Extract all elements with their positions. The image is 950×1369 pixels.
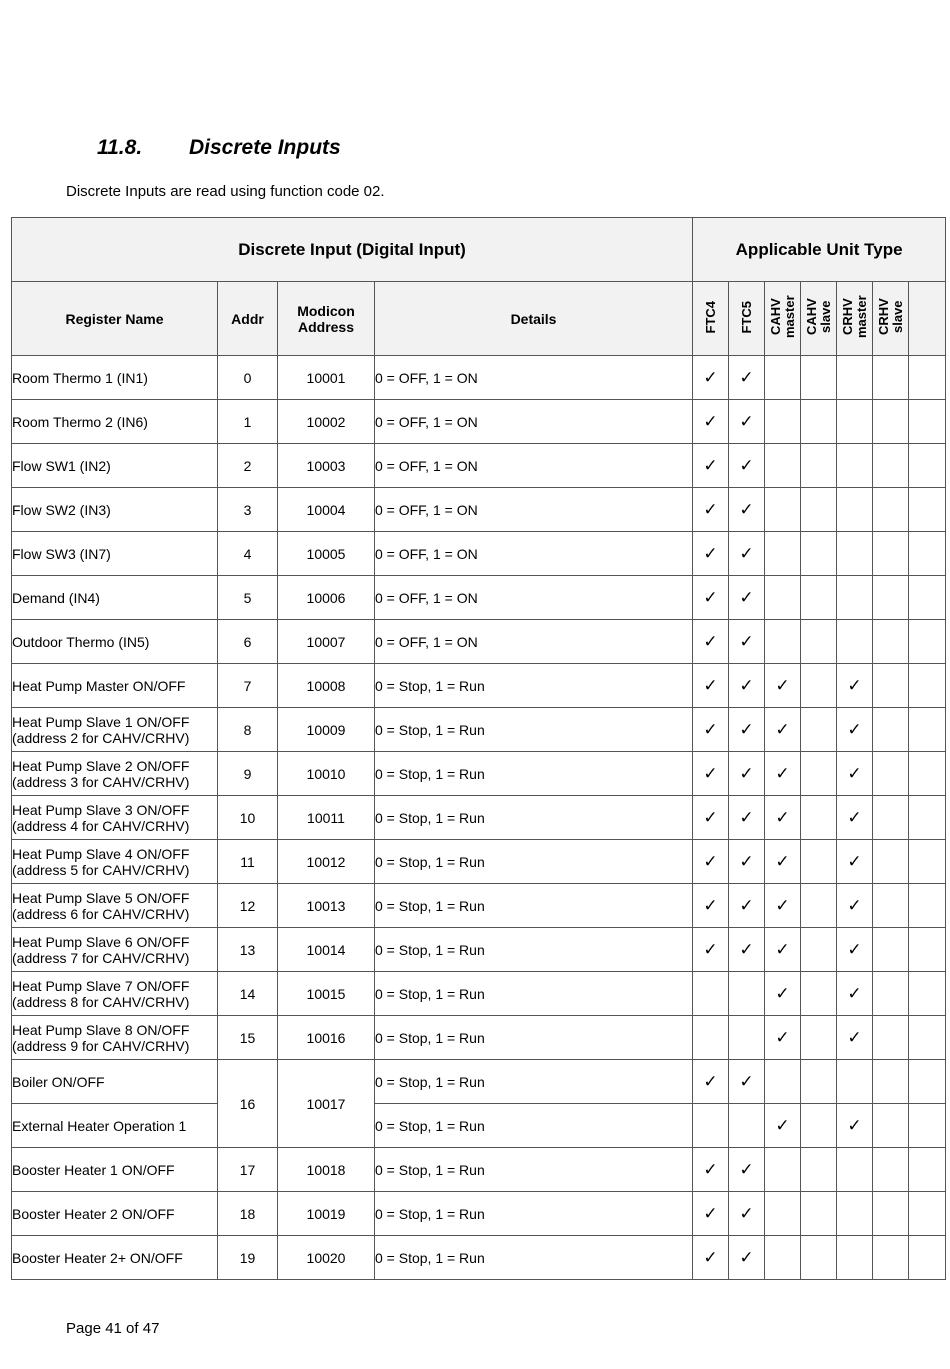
check-mark-icon: ✓: [693, 664, 729, 708]
empty-check-cell: [801, 576, 837, 620]
empty-check-cell: [693, 1104, 729, 1148]
check-mark-icon: ✓: [765, 972, 801, 1016]
group-header-unit-type: Applicable Unit Type: [693, 218, 946, 282]
check-mark-icon: ✓: [693, 356, 729, 400]
col-header-cahv-slave: CAHV slave: [801, 282, 837, 356]
check-mark-icon: ✓: [693, 928, 729, 972]
modicon-address-cell: 10013: [278, 884, 375, 928]
empty-check-cell: [765, 400, 801, 444]
addr-cell: 17: [218, 1148, 278, 1192]
empty-check-cell: [801, 1016, 837, 1060]
empty-check-cell: [801, 1060, 837, 1104]
check-mark-icon: ✓: [837, 928, 873, 972]
empty-check-cell: [837, 620, 873, 664]
table-row: [12, 532, 946, 576]
empty-check-cell: [801, 1148, 837, 1192]
intro-text: Discrete Inputs are read using function code 02.: [66, 183, 385, 200]
empty-check-cell: [873, 840, 909, 884]
empty-check-cell: [909, 576, 946, 620]
details-cell: 0 = OFF, 1 = ON: [375, 400, 693, 444]
col-header-register-name: Register Name: [12, 282, 218, 356]
check-mark-icon: ✓: [765, 1104, 801, 1148]
check-mark-icon: ✓: [693, 400, 729, 444]
addr-cell: 5: [218, 576, 278, 620]
addr-cell: 4: [218, 532, 278, 576]
empty-check-cell: [873, 620, 909, 664]
check-mark-icon: ✓: [765, 796, 801, 840]
empty-check-cell: [801, 400, 837, 444]
page-number: Page 41 of 47: [66, 1320, 160, 1337]
check-mark-icon: ✓: [693, 576, 729, 620]
check-mark-icon: ✓: [729, 1192, 765, 1236]
modicon-address-cell: 10002: [278, 400, 375, 444]
details-cell: 0 = Stop, 1 = Run: [375, 1148, 693, 1192]
table-row: [12, 576, 946, 620]
empty-check-cell: [801, 796, 837, 840]
check-mark-icon: ✓: [765, 928, 801, 972]
register-name-cell: Demand (IN4): [12, 576, 218, 620]
section-number: 11.8.: [97, 136, 143, 159]
modicon-address-cell: 10016: [278, 1016, 375, 1060]
empty-check-cell: [765, 488, 801, 532]
modicon-address-cell: 10019: [278, 1192, 375, 1236]
modicon-address-cell: 10006: [278, 576, 375, 620]
check-mark-icon: ✓: [765, 664, 801, 708]
check-mark-icon: ✓: [729, 664, 765, 708]
modicon-address-cell: 10007: [278, 620, 375, 664]
empty-check-cell: [873, 400, 909, 444]
addr-cell: 19: [218, 1236, 278, 1280]
details-cell: 0 = Stop, 1 = Run: [375, 972, 693, 1016]
addr-cell: 15: [218, 1016, 278, 1060]
check-mark-icon: ✓: [693, 708, 729, 752]
empty-check-cell: [873, 1060, 909, 1104]
addr-cell: 2: [218, 444, 278, 488]
details-cell: 0 = Stop, 1 = Run: [375, 664, 693, 708]
details-cell: 0 = Stop, 1 = Run: [375, 708, 693, 752]
check-mark-icon: ✓: [729, 1148, 765, 1192]
empty-check-cell: [909, 488, 946, 532]
check-mark-icon: ✓: [837, 1016, 873, 1060]
details-cell: 0 = OFF, 1 = ON: [375, 620, 693, 664]
col-header-crhv-master: CRHV master: [837, 282, 873, 356]
empty-check-cell: [873, 796, 909, 840]
empty-check-cell: [873, 884, 909, 928]
register-name-cell: Booster Heater 2 ON/OFF: [12, 1192, 218, 1236]
table-row: [12, 928, 946, 972]
check-mark-icon: ✓: [693, 488, 729, 532]
check-mark-icon: ✓: [693, 752, 729, 796]
empty-check-cell: [729, 972, 765, 1016]
col-header-addr: Addr: [218, 282, 278, 356]
register-name-cell: Boiler ON/OFF: [12, 1060, 218, 1104]
table-row: [12, 1016, 946, 1060]
addr-cell: 6: [218, 620, 278, 664]
check-mark-icon: ✓: [693, 444, 729, 488]
check-mark-icon: ✓: [729, 1236, 765, 1280]
check-mark-icon: ✓: [729, 620, 765, 664]
modicon-address-cell: 10005: [278, 532, 375, 576]
register-name-cell: Room Thermo 1 (IN1): [12, 356, 218, 400]
modicon-address-cell: 10017: [278, 1060, 375, 1148]
empty-check-cell: [837, 488, 873, 532]
empty-check-cell: [909, 796, 946, 840]
details-cell: 0 = Stop, 1 = Run: [375, 884, 693, 928]
col-header-ftc5: FTC5: [729, 282, 765, 356]
check-mark-icon: ✓: [837, 972, 873, 1016]
col-header-details: Details: [375, 282, 693, 356]
empty-check-cell: [765, 444, 801, 488]
check-mark-icon: ✓: [837, 796, 873, 840]
empty-check-cell: [873, 532, 909, 576]
empty-check-cell: [909, 620, 946, 664]
modicon-address-cell: 10008: [278, 664, 375, 708]
register-name-cell: External Heater Operation 1: [12, 1104, 218, 1148]
check-mark-icon: ✓: [693, 884, 729, 928]
check-mark-icon: ✓: [729, 532, 765, 576]
table-row: [12, 400, 946, 444]
details-cell: 0 = Stop, 1 = Run: [375, 840, 693, 884]
table-row: [12, 796, 946, 840]
empty-check-cell: [873, 356, 909, 400]
empty-check-cell: [801, 708, 837, 752]
table-row: [12, 752, 946, 796]
empty-check-cell: [765, 1236, 801, 1280]
details-cell: 0 = OFF, 1 = ON: [375, 356, 693, 400]
register-name-cell: Flow SW1 (IN2): [12, 444, 218, 488]
check-mark-icon: ✓: [729, 928, 765, 972]
register-name-cell: Room Thermo 2 (IN6): [12, 400, 218, 444]
check-mark-icon: ✓: [729, 488, 765, 532]
addr-cell: 9: [218, 752, 278, 796]
check-mark-icon: ✓: [729, 796, 765, 840]
empty-check-cell: [837, 444, 873, 488]
section-title: Discrete Inputs: [189, 136, 341, 159]
check-mark-icon: ✓: [693, 620, 729, 664]
empty-check-cell: [693, 972, 729, 1016]
details-cell: 0 = Stop, 1 = Run: [375, 1104, 693, 1148]
empty-check-cell: [837, 1192, 873, 1236]
modicon-address-cell: 10012: [278, 840, 375, 884]
addr-cell: 0: [218, 356, 278, 400]
empty-check-cell: [909, 708, 946, 752]
check-mark-icon: ✓: [765, 1016, 801, 1060]
table-row: [12, 708, 946, 752]
empty-check-cell: [909, 972, 946, 1016]
empty-check-cell: [909, 884, 946, 928]
empty-check-cell: [909, 752, 946, 796]
empty-check-cell: [801, 840, 837, 884]
empty-check-cell: [909, 1060, 946, 1104]
check-mark-icon: ✓: [765, 884, 801, 928]
empty-check-cell: [765, 576, 801, 620]
check-mark-icon: ✓: [729, 752, 765, 796]
check-mark-icon: ✓: [693, 1148, 729, 1192]
empty-check-cell: [909, 664, 946, 708]
check-mark-icon: ✓: [693, 840, 729, 884]
addr-cell: 1: [218, 400, 278, 444]
addr-cell: 3: [218, 488, 278, 532]
register-name-cell: Heat Pump Slave 3 ON/OFF (address 4 for CAHV/CRHV): [12, 796, 218, 840]
empty-check-cell: [765, 532, 801, 576]
empty-check-cell: [693, 1016, 729, 1060]
empty-check-cell: [873, 708, 909, 752]
check-mark-icon: ✓: [837, 708, 873, 752]
empty-check-cell: [837, 532, 873, 576]
modicon-address-cell: 10009: [278, 708, 375, 752]
empty-check-cell: [909, 400, 946, 444]
empty-check-cell: [873, 576, 909, 620]
col-header-blank: [909, 282, 946, 356]
addr-cell: 18: [218, 1192, 278, 1236]
empty-check-cell: [765, 1148, 801, 1192]
check-mark-icon: ✓: [693, 1060, 729, 1104]
table-row: [12, 488, 946, 532]
register-name-cell: Flow SW2 (IN3): [12, 488, 218, 532]
details-cell: 0 = Stop, 1 = Run: [375, 1060, 693, 1104]
register-name-cell: Booster Heater 1 ON/OFF: [12, 1148, 218, 1192]
empty-check-cell: [837, 576, 873, 620]
empty-check-cell: [729, 1016, 765, 1060]
empty-check-cell: [801, 884, 837, 928]
modicon-address-cell: 10014: [278, 928, 375, 972]
check-mark-icon: ✓: [729, 840, 765, 884]
register-name-cell: Flow SW3 (IN7): [12, 532, 218, 576]
details-cell: 0 = OFF, 1 = ON: [375, 488, 693, 532]
addr-cell: 16: [218, 1060, 278, 1148]
col-header-modicon: Modicon Address: [278, 282, 375, 356]
check-mark-icon: ✓: [729, 708, 765, 752]
check-mark-icon: ✓: [729, 884, 765, 928]
empty-check-cell: [837, 1148, 873, 1192]
empty-check-cell: [801, 1104, 837, 1148]
empty-check-cell: [873, 928, 909, 972]
empty-check-cell: [909, 928, 946, 972]
register-name-cell: Booster Heater 2+ ON/OFF: [12, 1236, 218, 1280]
details-cell: 0 = Stop, 1 = Run: [375, 752, 693, 796]
modicon-address-cell: 10018: [278, 1148, 375, 1192]
table-row: [12, 664, 946, 708]
table-row: [12, 884, 946, 928]
check-mark-icon: ✓: [729, 576, 765, 620]
empty-check-cell: [801, 1236, 837, 1280]
empty-check-cell: [909, 356, 946, 400]
empty-check-cell: [873, 1016, 909, 1060]
addr-cell: 14: [218, 972, 278, 1016]
empty-check-cell: [837, 1236, 873, 1280]
col-header-crhv-slave: CRHV slave: [873, 282, 909, 356]
check-mark-icon: ✓: [837, 1104, 873, 1148]
empty-check-cell: [873, 444, 909, 488]
details-cell: 0 = Stop, 1 = Run: [375, 928, 693, 972]
empty-check-cell: [909, 1148, 946, 1192]
empty-check-cell: [909, 1016, 946, 1060]
details-cell: 0 = OFF, 1 = ON: [375, 532, 693, 576]
table-row: [12, 1060, 946, 1104]
table-row: [12, 840, 946, 884]
empty-check-cell: [801, 972, 837, 1016]
check-mark-icon: ✓: [765, 752, 801, 796]
register-name-cell: Heat Pump Slave 5 ON/OFF (address 6 for CAHV/CRHV): [12, 884, 218, 928]
details-cell: 0 = Stop, 1 = Run: [375, 1236, 693, 1280]
check-mark-icon: ✓: [837, 884, 873, 928]
register-name-cell: Heat Pump Slave 4 ON/OFF (address 5 for CAHV/CRHV): [12, 840, 218, 884]
register-name-cell: Heat Pump Slave 2 ON/OFF (address 3 for CAHV/CRHV): [12, 752, 218, 796]
check-mark-icon: ✓: [693, 796, 729, 840]
addr-cell: 8: [218, 708, 278, 752]
check-mark-icon: ✓: [729, 400, 765, 444]
empty-check-cell: [873, 488, 909, 532]
empty-check-cell: [909, 532, 946, 576]
table-row: [12, 356, 946, 400]
table-row: [12, 1104, 946, 1148]
empty-check-cell: [909, 1104, 946, 1148]
check-mark-icon: ✓: [837, 752, 873, 796]
check-mark-icon: ✓: [729, 444, 765, 488]
empty-check-cell: [801, 664, 837, 708]
empty-check-cell: [801, 532, 837, 576]
empty-check-cell: [909, 1192, 946, 1236]
table-row: [12, 444, 946, 488]
modicon-address-cell: 10020: [278, 1236, 375, 1280]
modicon-address-cell: 10003: [278, 444, 375, 488]
check-mark-icon: ✓: [729, 1060, 765, 1104]
empty-check-cell: [765, 356, 801, 400]
empty-check-cell: [801, 752, 837, 796]
empty-check-cell: [801, 488, 837, 532]
modicon-address-cell: 10004: [278, 488, 375, 532]
empty-check-cell: [837, 1060, 873, 1104]
table-row: [12, 1236, 946, 1280]
empty-check-cell: [873, 664, 909, 708]
empty-check-cell: [873, 752, 909, 796]
details-cell: 0 = Stop, 1 = Run: [375, 796, 693, 840]
empty-check-cell: [873, 1192, 909, 1236]
empty-check-cell: [801, 444, 837, 488]
addr-cell: 7: [218, 664, 278, 708]
empty-check-cell: [801, 356, 837, 400]
modicon-address-cell: 10010: [278, 752, 375, 796]
addr-cell: 11: [218, 840, 278, 884]
modicon-address-cell: 10001: [278, 356, 375, 400]
details-cell: 0 = Stop, 1 = Run: [375, 1192, 693, 1236]
group-header-discrete-input: Discrete Input (Digital Input): [12, 218, 693, 282]
check-mark-icon: ✓: [765, 840, 801, 884]
table-row: [12, 972, 946, 1016]
check-mark-icon: ✓: [693, 1236, 729, 1280]
col-header-cahv-master: CAHV master: [765, 282, 801, 356]
modicon-address-cell: 10015: [278, 972, 375, 1016]
check-mark-icon: ✓: [729, 356, 765, 400]
addr-cell: 10: [218, 796, 278, 840]
check-mark-icon: ✓: [765, 708, 801, 752]
empty-check-cell: [873, 1236, 909, 1280]
table-row: [12, 1192, 946, 1236]
modicon-address-cell: 10011: [278, 796, 375, 840]
empty-check-cell: [801, 928, 837, 972]
empty-check-cell: [837, 400, 873, 444]
empty-check-cell: [765, 1060, 801, 1104]
details-cell: 0 = OFF, 1 = ON: [375, 576, 693, 620]
discrete-inputs-table: [11, 217, 946, 1280]
check-mark-icon: ✓: [693, 1192, 729, 1236]
register-name-cell: Heat Pump Master ON/OFF: [12, 664, 218, 708]
check-mark-icon: ✓: [837, 840, 873, 884]
empty-check-cell: [873, 1104, 909, 1148]
empty-check-cell: [909, 444, 946, 488]
col-header-ftc4: FTC4: [693, 282, 729, 356]
empty-check-cell: [909, 840, 946, 884]
register-name-cell: Outdoor Thermo (IN5): [12, 620, 218, 664]
empty-check-cell: [873, 972, 909, 1016]
empty-check-cell: [765, 1192, 801, 1236]
register-name-cell: Heat Pump Slave 7 ON/OFF (address 8 for CAHV/CRHV): [12, 972, 218, 1016]
details-cell: 0 = OFF, 1 = ON: [375, 444, 693, 488]
empty-check-cell: [765, 620, 801, 664]
table-row: [12, 620, 946, 664]
table-row: [12, 1148, 946, 1192]
empty-check-cell: [873, 1148, 909, 1192]
addr-cell: 12: [218, 884, 278, 928]
addr-cell: 13: [218, 928, 278, 972]
check-mark-icon: ✓: [693, 532, 729, 576]
register-name-cell: Heat Pump Slave 6 ON/OFF (address 7 for CAHV/CRHV): [12, 928, 218, 972]
register-name-cell: Heat Pump Slave 1 ON/OFF (address 2 for CAHV/CRHV): [12, 708, 218, 752]
empty-check-cell: [801, 620, 837, 664]
empty-check-cell: [837, 356, 873, 400]
empty-check-cell: [909, 1236, 946, 1280]
empty-check-cell: [729, 1104, 765, 1148]
details-cell: 0 = Stop, 1 = Run: [375, 1016, 693, 1060]
table-body: [12, 356, 946, 1280]
check-mark-icon: ✓: [837, 664, 873, 708]
register-name-cell: Heat Pump Slave 8 ON/OFF (address 9 for CAHV/CRHV): [12, 1016, 218, 1060]
section-heading: [97, 136, 341, 160]
empty-check-cell: [801, 1192, 837, 1236]
